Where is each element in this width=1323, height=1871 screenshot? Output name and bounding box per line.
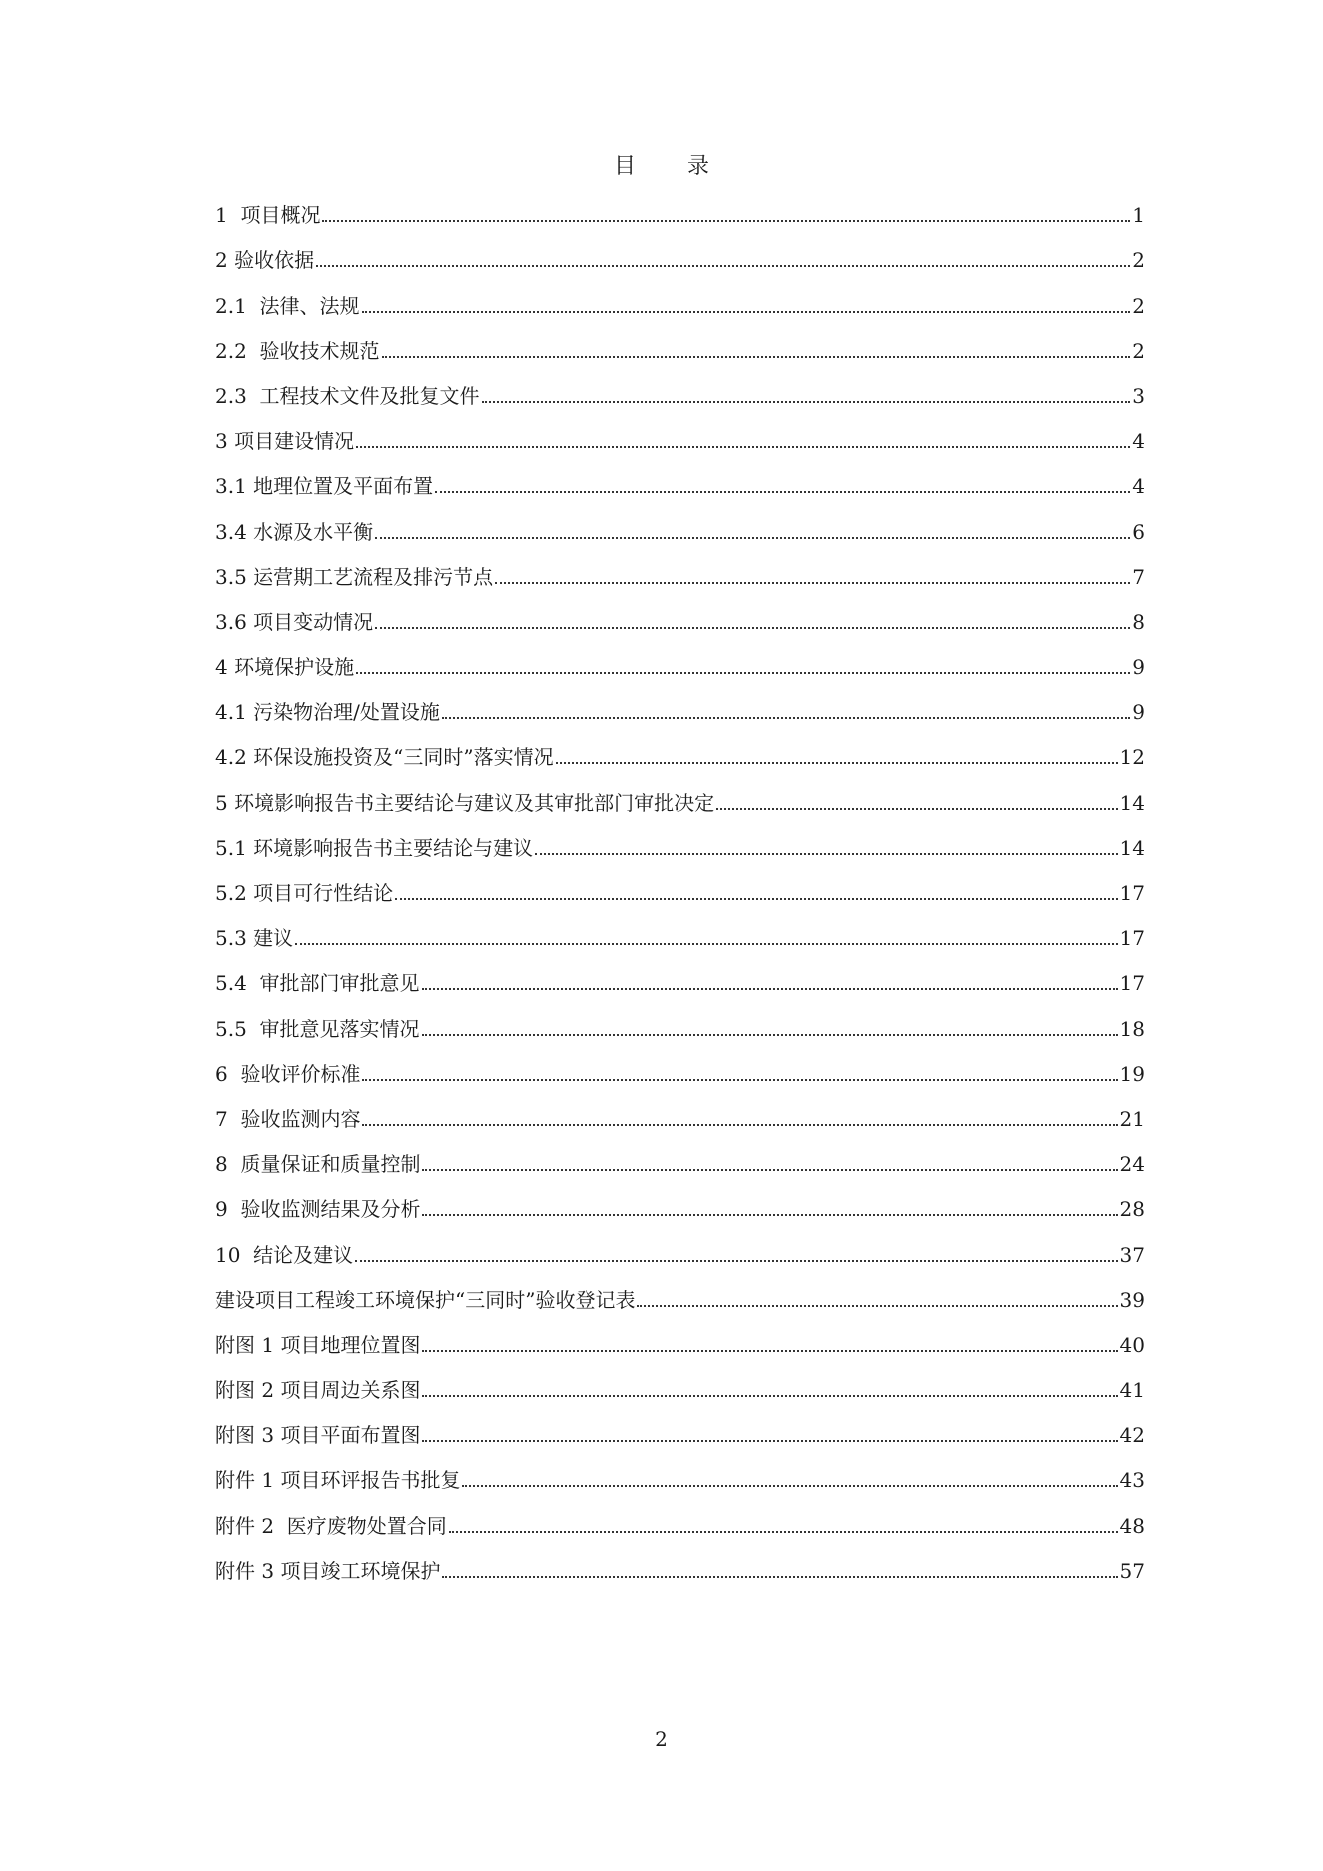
toc-entry-page: 2 <box>1132 293 1145 318</box>
toc-entry-label: 建设项目工程竣工环境保护“三同时”验收登记表 <box>215 1287 636 1312</box>
toc-entry-page: 9 <box>1132 700 1145 725</box>
toc-dot-leader <box>556 762 1118 764</box>
toc-dot-leader <box>422 1034 1118 1036</box>
toc-dot-leader <box>375 627 1130 629</box>
toc-entry[interactable] <box>215 228 1145 273</box>
toc-entry-label: 3.4 水源及水平衡 <box>215 519 374 544</box>
toc-entry-page: 17 <box>1119 971 1145 996</box>
toc-entry-label: 4 环境保护设施 <box>215 655 355 680</box>
toc-entry-page: 42 <box>1119 1423 1145 1448</box>
toc-entry[interactable] <box>215 454 1145 499</box>
toc-entry-page: 28 <box>1119 1197 1145 1222</box>
toc-entry-label: 5.3 建议 <box>215 926 294 951</box>
toc-entry-label: 3.5 运营期工艺流程及排污节点 <box>215 564 494 589</box>
toc-entry-page: 17 <box>1119 881 1145 905</box>
toc-entry[interactable] <box>215 183 1145 228</box>
toc-entry[interactable] <box>215 1313 1145 1358</box>
toc-dot-leader <box>422 1169 1117 1171</box>
toc-entry-page: 40 <box>1119 1332 1145 1357</box>
toc-entry[interactable] <box>215 1539 1145 1584</box>
toc-dot-leader <box>435 491 1130 493</box>
toc-entry-label: 1 项目概况 <box>215 203 321 228</box>
toc-dot-leader <box>356 446 1130 448</box>
toc-dot-leader <box>395 898 1117 900</box>
toc-dot-leader <box>535 853 1117 855</box>
toc-entry[interactable] <box>215 816 1145 861</box>
toc-entry[interactable] <box>215 1448 1145 1493</box>
toc-entry-page: 3 <box>1132 383 1145 408</box>
toc-dot-leader <box>442 1576 1117 1578</box>
toc-entry-page: 2 <box>1132 338 1145 363</box>
toc-entry-page: 8 <box>1132 609 1145 634</box>
toc-entry[interactable] <box>215 635 1145 680</box>
toc-entry-page: 19 <box>1119 1061 1145 1086</box>
toc-entry-label: 附图 1 项目地理位置图 <box>215 1332 421 1357</box>
toc-entry[interactable] <box>215 319 1145 364</box>
toc-entry-label: 5.5 审批意见落实情况 <box>215 1016 420 1041</box>
toc-entry-label: 5 环境影响报告书主要结论与建议及其审批部门审批决定 <box>215 790 715 815</box>
toc-entry-page: 12 <box>1119 745 1145 770</box>
toc-entry-label: 附件 2 医疗废物处置合同 <box>215 1513 447 1538</box>
toc-entry-page: 41 <box>1119 1378 1145 1403</box>
toc-dot-leader <box>495 582 1130 584</box>
toc-entry-label: 2.1 法律、法规 <box>215 293 360 318</box>
toc-dot-leader <box>637 1305 1117 1307</box>
toc-entry-page: 7 <box>1132 564 1145 589</box>
toc-entry-page: 14 <box>1119 790 1145 815</box>
toc-entry-label: 5.2 项目可行性结论 <box>215 881 394 905</box>
toc-entry-label: 3 项目建设情况 <box>215 429 355 454</box>
toc-entry-label: 7 验收监测内容 <box>215 1106 361 1131</box>
toc-entry-label: 9 验收监测结果及分析 <box>215 1197 421 1222</box>
table-of-contents <box>215 183 1145 1584</box>
toc-entry-label: 2 验收依据 <box>215 248 315 273</box>
toc-dot-leader <box>422 988 1118 990</box>
toc-entry-page: 14 <box>1119 835 1145 860</box>
toc-entry[interactable] <box>215 1493 1145 1538</box>
toc-entry-label: 6 验收评价标准 <box>215 1061 361 1086</box>
toc-dot-leader <box>316 265 1130 267</box>
toc-dot-leader <box>449 1531 1118 1533</box>
toc-entry-page: 4 <box>1132 429 1145 454</box>
toc-dot-leader <box>482 401 1131 403</box>
toc-entry[interactable] <box>215 409 1145 454</box>
toc-entry-page: 18 <box>1119 1016 1145 1041</box>
toc-entry-page: 57 <box>1119 1558 1145 1583</box>
toc-entry-label: 附件 1 项目环评报告书批复 <box>215 1468 461 1493</box>
page-title: 目 录 <box>614 154 731 179</box>
toc-entry[interactable] <box>215 725 1145 770</box>
toc-entry[interactable] <box>215 680 1145 725</box>
toc-entry[interactable] <box>215 1222 1145 1267</box>
toc-dot-leader <box>362 1124 1117 1126</box>
toc-entry-label: 10 结论及建议 <box>215 1242 354 1267</box>
toc-entry[interactable] <box>215 364 1145 409</box>
toc-entry-label: 附图 3 项目平面布置图 <box>215 1423 421 1448</box>
toc-entry-label: 8 质量保证和质量控制 <box>215 1152 421 1177</box>
toc-dot-leader <box>422 1214 1117 1216</box>
toc-dot-leader <box>295 943 1117 945</box>
toc-dot-leader <box>716 808 1117 810</box>
toc-entry[interactable] <box>215 273 1145 318</box>
toc-entry[interactable] <box>215 1042 1145 1087</box>
toc-entry-page: 48 <box>1119 1513 1145 1538</box>
toc-entry-label: 3.1 地理位置及平面布置 <box>215 474 434 499</box>
toc-dot-leader <box>422 1395 1117 1397</box>
toc-entry[interactable] <box>215 770 1145 815</box>
toc-entry[interactable] <box>215 1403 1145 1448</box>
toc-entry-page: 17 <box>1119 926 1145 951</box>
toc-entry-page: 21 <box>1119 1106 1145 1131</box>
toc-entry[interactable] <box>215 996 1145 1041</box>
toc-dot-leader <box>355 1260 1117 1262</box>
toc-entry[interactable] <box>215 590 1145 635</box>
toc-entry-label: 3.6 项目变动情况 <box>215 609 374 634</box>
toc-dot-leader <box>422 1440 1117 1442</box>
toc-entry-page: 4 <box>1132 474 1145 499</box>
toc-entry-label: 附图 2 项目周边关系图 <box>215 1378 421 1403</box>
toc-entry-page: 43 <box>1119 1468 1145 1493</box>
toc-dot-leader <box>362 311 1131 313</box>
toc-dot-leader <box>382 356 1131 358</box>
toc-dot-leader <box>362 1079 1117 1081</box>
toc-entry[interactable] <box>215 1268 1145 1313</box>
toc-entry-label: 4.2 环保设施投资及“三同时”落实情况 <box>215 745 554 770</box>
toc-entry-page: 37 <box>1119 1242 1145 1267</box>
toc-entry-label: 2.3 工程技术文件及批复文件 <box>215 383 480 408</box>
toc-dot-leader <box>422 1350 1117 1352</box>
toc-entry-label: 2.2 验收技术规范 <box>215 338 380 363</box>
toc-entry[interactable] <box>215 1132 1145 1177</box>
toc-dot-leader <box>462 1485 1117 1487</box>
toc-entry[interactable] <box>215 906 1145 951</box>
toc-dot-leader <box>356 672 1130 674</box>
toc-entry-label: 附件 3 项目竣工环境保护 <box>215 1558 441 1583</box>
toc-entry-label: 4.1 污染物治理/处置设施 <box>215 700 440 725</box>
toc-entry[interactable] <box>215 861 1145 906</box>
toc-entry[interactable] <box>215 951 1145 996</box>
toc-entry-label: 5.1 环境影响报告书主要结论与建议 <box>215 835 534 860</box>
toc-entry[interactable] <box>215 499 1145 544</box>
toc-entry[interactable] <box>215 545 1145 590</box>
toc-entry-page: 24 <box>1119 1152 1145 1177</box>
toc-dot-leader <box>375 537 1130 539</box>
toc-entry-page: 2 <box>1132 248 1145 273</box>
toc-entry-page: 39 <box>1119 1287 1145 1312</box>
toc-dot-leader <box>442 717 1130 719</box>
toc-dot-leader <box>322 220 1130 222</box>
page-number: 2 <box>655 1727 668 1751</box>
toc-entry-page: 6 <box>1132 519 1145 544</box>
toc-entry[interactable] <box>215 1087 1145 1132</box>
toc-entry-page: 1 <box>1132 203 1145 228</box>
toc-entry-label: 5.4 审批部门审批意见 <box>215 971 420 996</box>
toc-entry[interactable] <box>215 1358 1145 1403</box>
toc-entry[interactable] <box>215 1177 1145 1222</box>
toc-entry-page: 9 <box>1132 655 1145 680</box>
